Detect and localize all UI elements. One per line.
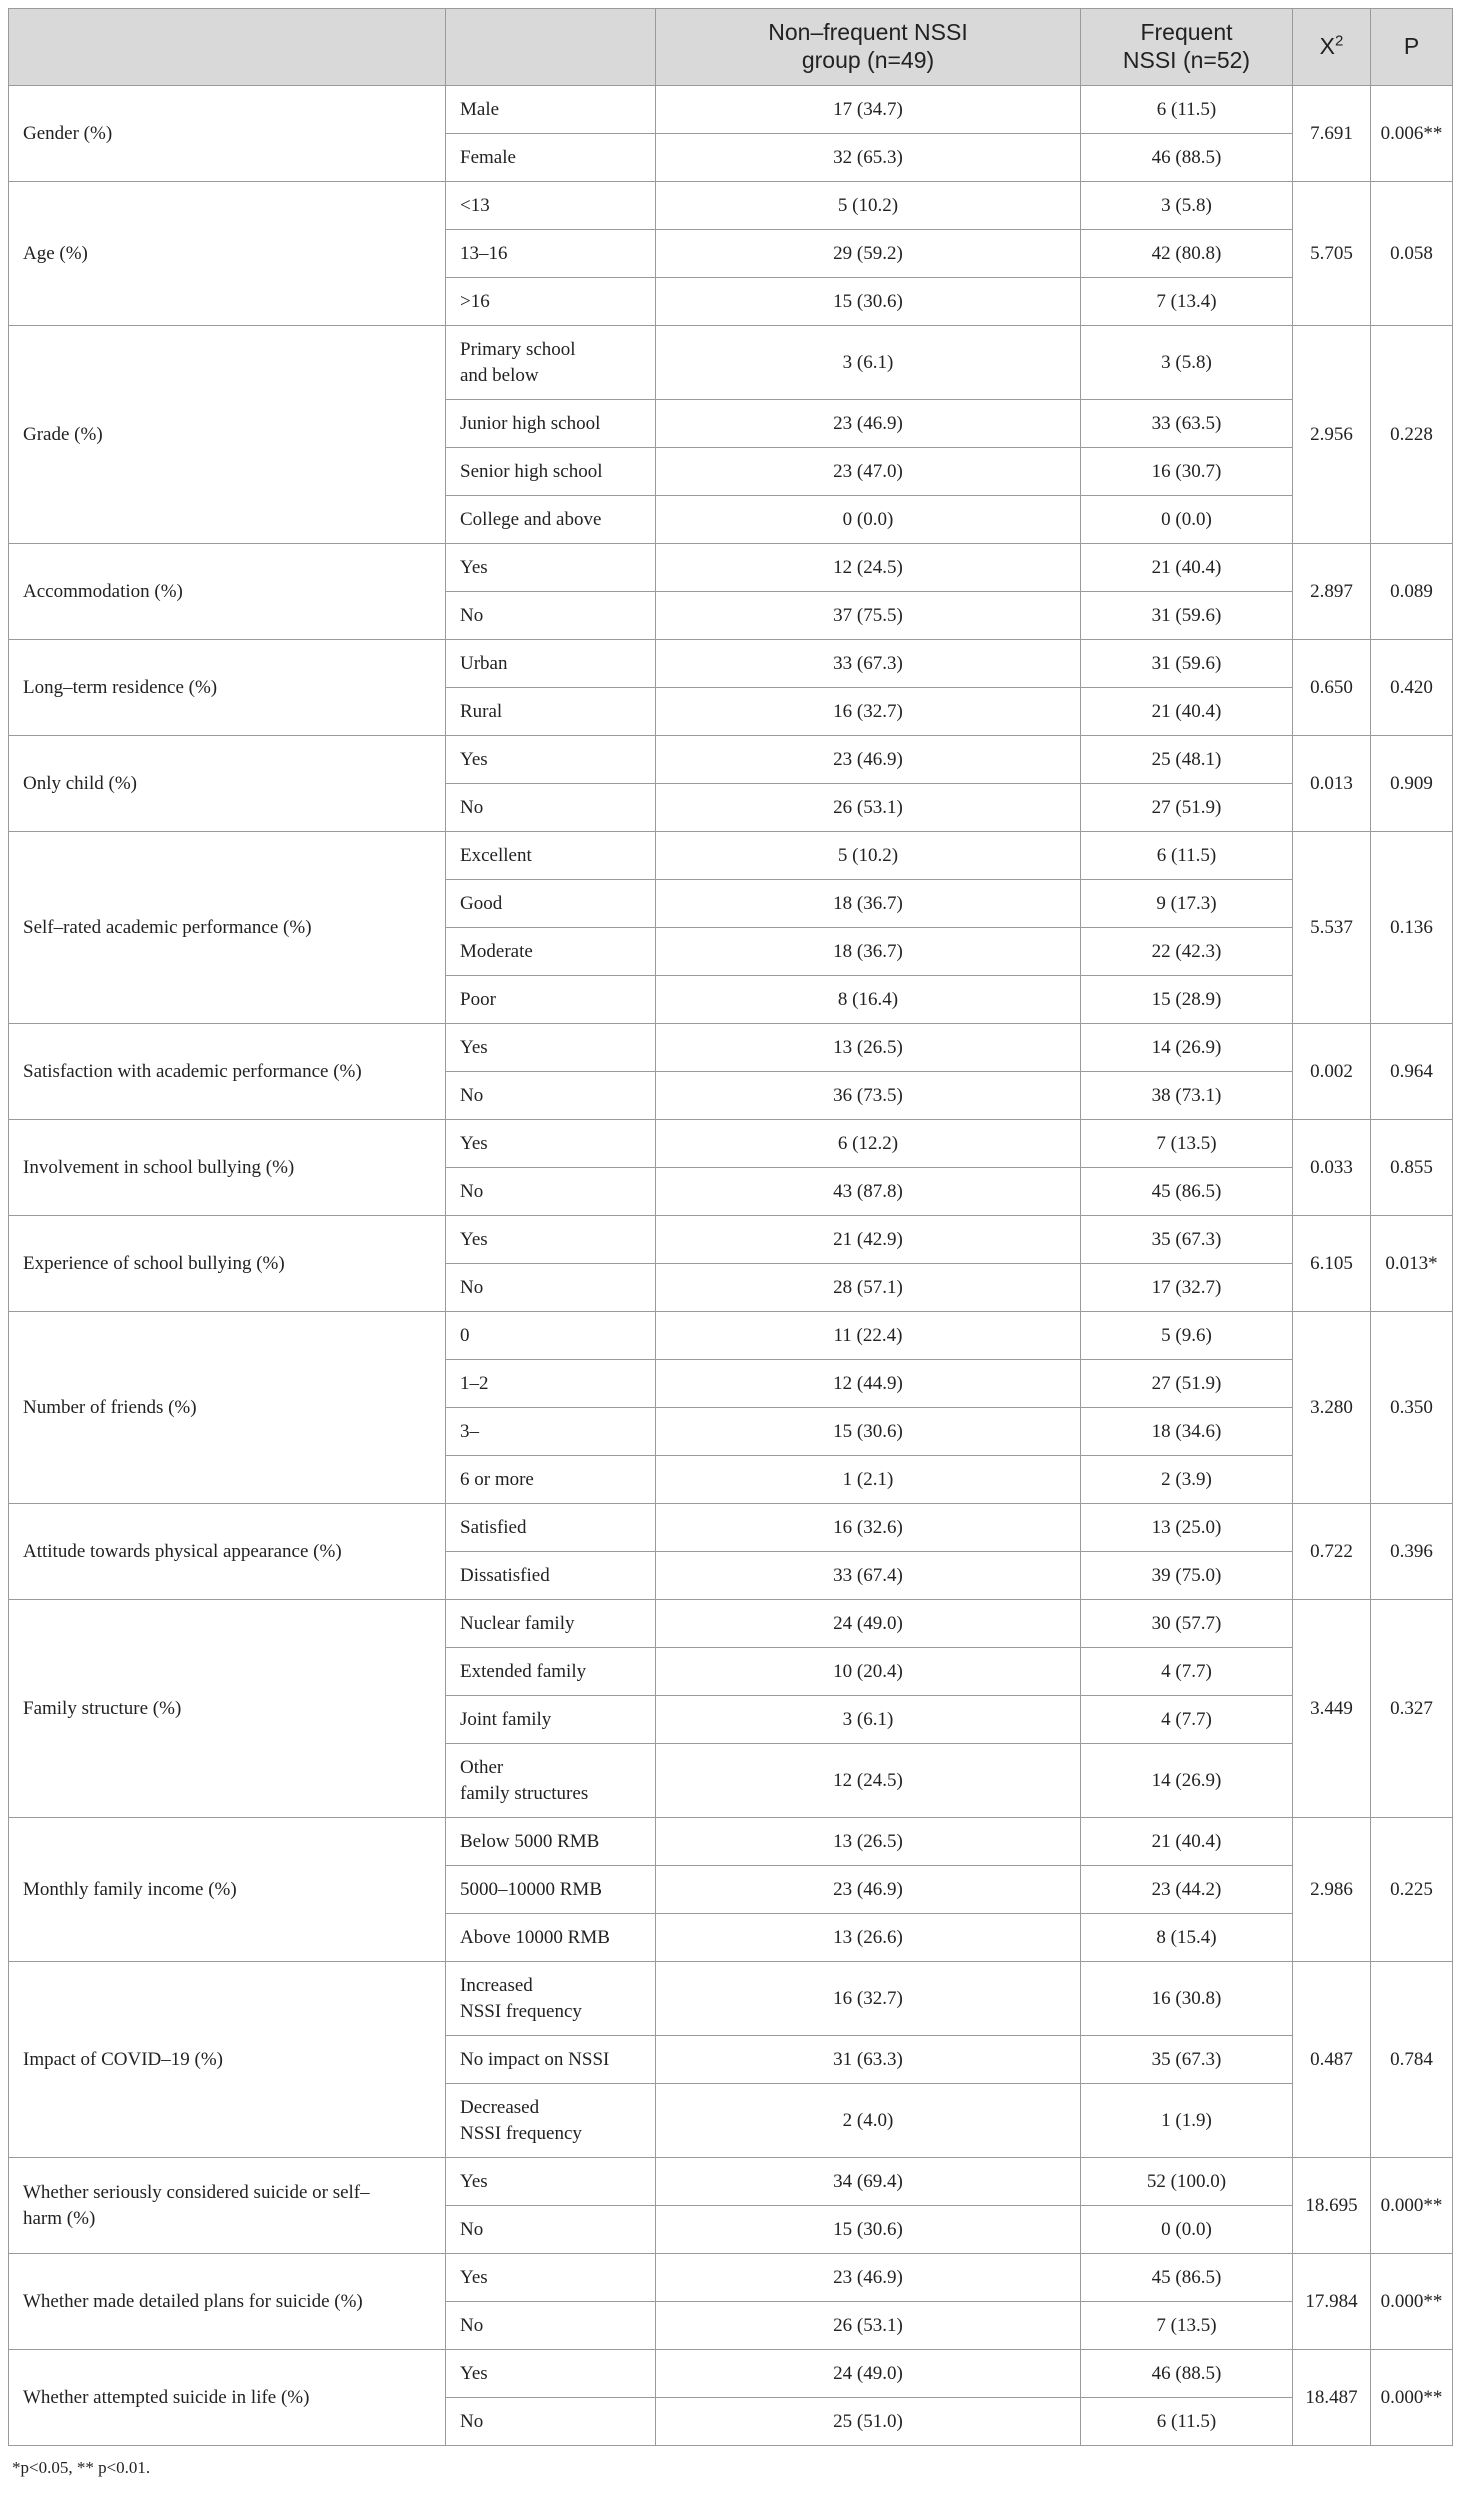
frequent-value: 2 (3.9) [1081, 1456, 1293, 1504]
non-frequent-value: 12 (24.5) [656, 544, 1081, 592]
non-frequent-value: 0 (0.0) [656, 496, 1081, 544]
frequent-value: 4 (7.7) [1081, 1648, 1293, 1696]
frequent-value: 13 (25.0) [1081, 1504, 1293, 1552]
table-row [9, 2350, 1453, 2398]
non-frequent-value: 2 (4.0) [656, 2084, 1081, 2158]
p-value: 0.058 [1371, 182, 1453, 326]
frequent-value: 52 (100.0) [1081, 2158, 1293, 2206]
option-label: >16 [446, 278, 656, 326]
variable-name: Gender (%) [9, 86, 446, 182]
non-frequent-value: 3 (6.1) [656, 326, 1081, 400]
variable-name: Impact of COVID–19 (%) [9, 1962, 446, 2158]
non-frequent-value: 6 (12.2) [656, 1120, 1081, 1168]
non-frequent-value: 34 (69.4) [656, 2158, 1081, 2206]
non-frequent-value: 28 (57.1) [656, 1264, 1081, 1312]
frequent-value: 0 (0.0) [1081, 496, 1293, 544]
frequent-value: 35 (67.3) [1081, 2036, 1293, 2084]
frequent-value: 6 (11.5) [1081, 2398, 1293, 2446]
frequent-value: 17 (32.7) [1081, 1264, 1293, 1312]
frequent-value: 8 (15.4) [1081, 1914, 1293, 1962]
non-frequent-value: 5 (10.2) [656, 832, 1081, 880]
chi-square-value: 18.695 [1293, 2158, 1371, 2254]
non-frequent-value: 13 (26.5) [656, 1818, 1081, 1866]
table-row [9, 1312, 1453, 1360]
option-label: Senior high school [446, 448, 656, 496]
table-row [9, 182, 1453, 230]
frequent-value: 30 (57.7) [1081, 1600, 1293, 1648]
non-frequent-value: 16 (32.6) [656, 1504, 1081, 1552]
chi-square-value: 0.650 [1293, 640, 1371, 736]
option-label: 1–2 [446, 1360, 656, 1408]
non-frequent-value: 18 (36.7) [656, 928, 1081, 976]
variable-name: Accommodation (%) [9, 544, 446, 640]
frequent-value: 21 (40.4) [1081, 544, 1293, 592]
chi-square-value: 0.722 [1293, 1504, 1371, 1600]
non-frequent-value: 13 (26.5) [656, 1024, 1081, 1072]
p-value: 0.909 [1371, 736, 1453, 832]
p-value: 0.327 [1371, 1600, 1453, 1818]
option-label: Poor [446, 976, 656, 1024]
p-value: 0.089 [1371, 544, 1453, 640]
table-body [9, 86, 1453, 2446]
non-frequent-value: 23 (46.9) [656, 1866, 1081, 1914]
chi-square-value: 0.487 [1293, 1962, 1371, 2158]
frequent-value: 22 (42.3) [1081, 928, 1293, 976]
non-frequent-value: 23 (46.9) [656, 736, 1081, 784]
option-label: Junior high school [446, 400, 656, 448]
variable-name: Age (%) [9, 182, 446, 326]
non-frequent-value: 36 (73.5) [656, 1072, 1081, 1120]
option-label: Increased NSSI frequency [446, 1962, 656, 2036]
option-label: Yes [446, 544, 656, 592]
chi-square-value: 0.033 [1293, 1120, 1371, 1216]
option-label: No [446, 2302, 656, 2350]
variable-name: Attitude towards physical appearance (%) [9, 1504, 446, 1600]
option-label: Decreased NSSI frequency [446, 2084, 656, 2158]
frequent-value: 0 (0.0) [1081, 2206, 1293, 2254]
chi-square-value: 2.897 [1293, 544, 1371, 640]
table-row [9, 1600, 1453, 1648]
option-label: Female [446, 134, 656, 182]
frequent-value: 18 (34.6) [1081, 1408, 1293, 1456]
chi-square-value: 17.984 [1293, 2254, 1371, 2350]
option-label: No [446, 592, 656, 640]
header-variable [9, 9, 446, 86]
non-frequent-value: 21 (42.9) [656, 1216, 1081, 1264]
chi-square-value: 0.013 [1293, 736, 1371, 832]
non-frequent-value: 31 (63.3) [656, 2036, 1081, 2084]
header-non-frequent-group: Non–frequent NSSI group (n=49) [656, 9, 1081, 86]
table-row [9, 1120, 1453, 1168]
non-frequent-value: 8 (16.4) [656, 976, 1081, 1024]
non-frequent-value: 23 (46.9) [656, 2254, 1081, 2302]
non-frequent-value: 33 (67.3) [656, 640, 1081, 688]
option-label: Satisfied [446, 1504, 656, 1552]
option-label: Dissatisfied [446, 1552, 656, 1600]
table-row [9, 326, 1453, 400]
frequent-value: 31 (59.6) [1081, 592, 1293, 640]
frequent-value: 42 (80.8) [1081, 230, 1293, 278]
option-label: Yes [446, 1216, 656, 1264]
option-label: Male [446, 86, 656, 134]
chi-symbol: X [1319, 33, 1335, 60]
option-label: 13–16 [446, 230, 656, 278]
non-frequent-value: 26 (53.1) [656, 784, 1081, 832]
header-chi-square [1293, 9, 1371, 86]
option-label: Extended family [446, 1648, 656, 1696]
non-frequent-value: 5 (10.2) [656, 182, 1081, 230]
chi-square-value: 0.002 [1293, 1024, 1371, 1120]
frequent-value: 45 (86.5) [1081, 2254, 1293, 2302]
variable-name: Family structure (%) [9, 1600, 446, 1818]
chi-square-value: 2.956 [1293, 326, 1371, 544]
table-row [9, 640, 1453, 688]
p-value: 0.420 [1371, 640, 1453, 736]
non-frequent-value: 25 (51.0) [656, 2398, 1081, 2446]
table-footnote: *p<0.05, ** p<0.01. [12, 2458, 151, 2477]
non-frequent-value: 16 (32.7) [656, 1962, 1081, 2036]
p-value: 0.000** [1371, 2350, 1453, 2446]
frequent-value: 45 (86.5) [1081, 1168, 1293, 1216]
option-label: 3– [446, 1408, 656, 1456]
frequent-value: 27 (51.9) [1081, 784, 1293, 832]
option-label: Yes [446, 1024, 656, 1072]
table-row [9, 544, 1453, 592]
non-frequent-value: 23 (47.0) [656, 448, 1081, 496]
non-frequent-value: 17 (34.7) [656, 86, 1081, 134]
p-value: 0.396 [1371, 1504, 1453, 1600]
frequent-value: 9 (17.3) [1081, 880, 1293, 928]
frequent-value: 16 (30.7) [1081, 448, 1293, 496]
variable-name: Whether made detailed plans for suicide (%) [9, 2254, 446, 2350]
non-frequent-value: 37 (75.5) [656, 592, 1081, 640]
frequent-value: 6 (11.5) [1081, 86, 1293, 134]
variable-name: Experience of school bullying (%) [9, 1216, 446, 1312]
option-label: Other family structures [446, 1744, 656, 1818]
p-value: 0.225 [1371, 1818, 1453, 1962]
variable-name: Only child (%) [9, 736, 446, 832]
frequent-value: 4 (7.7) [1081, 1696, 1293, 1744]
variable-name: Monthly family income (%) [9, 1818, 446, 1962]
table-row [9, 1818, 1453, 1866]
frequent-value: 25 (48.1) [1081, 736, 1293, 784]
option-label: No [446, 1072, 656, 1120]
non-frequent-value: 11 (22.4) [656, 1312, 1081, 1360]
header-p-value: P [1371, 9, 1453, 86]
option-label: Primary school and below [446, 326, 656, 400]
frequent-value: 7 (13.5) [1081, 1120, 1293, 1168]
option-label: Rural [446, 688, 656, 736]
header-option [446, 9, 656, 86]
option-label: No impact on NSSI [446, 2036, 656, 2084]
non-frequent-value: 13 (26.6) [656, 1914, 1081, 1962]
non-frequent-value: 24 (49.0) [656, 1600, 1081, 1648]
frequent-value: 46 (88.5) [1081, 2350, 1293, 2398]
option-label: No [446, 784, 656, 832]
non-frequent-value: 12 (44.9) [656, 1360, 1081, 1408]
chi-square-value: 18.487 [1293, 2350, 1371, 2446]
non-frequent-value: 43 (87.8) [656, 1168, 1081, 1216]
frequent-value: 21 (40.4) [1081, 1818, 1293, 1866]
p-value: 0.136 [1371, 832, 1453, 1024]
frequent-value: 5 (9.6) [1081, 1312, 1293, 1360]
frequent-value: 33 (63.5) [1081, 400, 1293, 448]
variable-name: Number of friends (%) [9, 1312, 446, 1504]
table-row [9, 86, 1453, 134]
option-label: Below 5000 RMB [446, 1818, 656, 1866]
p-value: 0.964 [1371, 1024, 1453, 1120]
non-frequent-value: 15 (30.6) [656, 2206, 1081, 2254]
option-label: No [446, 2398, 656, 2446]
chi-square-value: 3.280 [1293, 1312, 1371, 1504]
chi-square-value: 2.986 [1293, 1818, 1371, 1962]
p-value: 0.784 [1371, 1962, 1453, 2158]
option-label: Excellent [446, 832, 656, 880]
variable-name: Self–rated academic performance (%) [9, 832, 446, 1024]
frequent-value: 7 (13.5) [1081, 2302, 1293, 2350]
option-label: No [446, 2206, 656, 2254]
table-row [9, 1024, 1453, 1072]
non-frequent-value: 29 (59.2) [656, 230, 1081, 278]
table-row [9, 1504, 1453, 1552]
non-frequent-value: 33 (67.4) [656, 1552, 1081, 1600]
frequent-value: 38 (73.1) [1081, 1072, 1293, 1120]
option-label: Yes [446, 2350, 656, 2398]
table-row [9, 736, 1453, 784]
chi-square-value: 6.105 [1293, 1216, 1371, 1312]
frequent-value: 7 (13.4) [1081, 278, 1293, 326]
option-label: No [446, 1168, 656, 1216]
frequent-value: 39 (75.0) [1081, 1552, 1293, 1600]
option-label: Good [446, 880, 656, 928]
chi-square-value: 5.705 [1293, 182, 1371, 326]
frequent-value: 27 (51.9) [1081, 1360, 1293, 1408]
frequent-value: 3 (5.8) [1081, 326, 1293, 400]
header-row [9, 9, 1453, 86]
table-row [9, 2254, 1453, 2302]
table-row [9, 2158, 1453, 2206]
p-value: 0.000** [1371, 2158, 1453, 2254]
option-label: Joint family [446, 1696, 656, 1744]
chi-square-value: 5.537 [1293, 832, 1371, 1024]
option-label: Yes [446, 2254, 656, 2302]
frequent-value: 14 (26.9) [1081, 1744, 1293, 1818]
option-label: No [446, 1264, 656, 1312]
frequent-value: 31 (59.6) [1081, 640, 1293, 688]
frequent-value: 21 (40.4) [1081, 688, 1293, 736]
table-row [9, 1962, 1453, 2036]
option-label: 6 or more [446, 1456, 656, 1504]
option-label: 0 [446, 1312, 656, 1360]
chi-square-value: 7.691 [1293, 86, 1371, 182]
option-label: Yes [446, 1120, 656, 1168]
header-frequent-group: Frequent NSSI (n=52) [1081, 9, 1293, 86]
option-label: Urban [446, 640, 656, 688]
p-value: 0.855 [1371, 1120, 1453, 1216]
frequent-value: 23 (44.2) [1081, 1866, 1293, 1914]
p-value: 0.350 [1371, 1312, 1453, 1504]
p-value: 0.000** [1371, 2254, 1453, 2350]
frequent-value: 16 (30.8) [1081, 1962, 1293, 2036]
option-label: Above 10000 RMB [446, 1914, 656, 1962]
non-frequent-value: 12 (24.5) [656, 1744, 1081, 1818]
table-row [9, 1216, 1453, 1264]
option-label: Yes [446, 2158, 656, 2206]
non-frequent-value: 18 (36.7) [656, 880, 1081, 928]
frequent-value: 1 (1.9) [1081, 2084, 1293, 2158]
nssi-comparison-table [8, 8, 1453, 2446]
variable-name: Whether attempted suicide in life (%) [9, 2350, 446, 2446]
option-label: 5000–10000 RMB [446, 1866, 656, 1914]
variable-name: Grade (%) [9, 326, 446, 544]
option-label: Moderate [446, 928, 656, 976]
option-label: Nuclear family [446, 1600, 656, 1648]
table-row [9, 832, 1453, 880]
variable-name: Long–term residence (%) [9, 640, 446, 736]
chi-square-value: 3.449 [1293, 1600, 1371, 1818]
option-label: <13 [446, 182, 656, 230]
non-frequent-value: 16 (32.7) [656, 688, 1081, 736]
non-frequent-value: 15 (30.6) [656, 278, 1081, 326]
frequent-value: 35 (67.3) [1081, 1216, 1293, 1264]
p-value: 0.006** [1371, 86, 1453, 182]
variable-name: Involvement in school bullying (%) [9, 1120, 446, 1216]
frequent-value: 15 (28.9) [1081, 976, 1293, 1024]
variable-name: Satisfaction with academic performance (%) [9, 1024, 446, 1120]
frequent-value: 6 (11.5) [1081, 832, 1293, 880]
option-label: Yes [446, 736, 656, 784]
non-frequent-value: 10 (20.4) [656, 1648, 1081, 1696]
non-frequent-value: 3 (6.1) [656, 1696, 1081, 1744]
non-frequent-value: 32 (65.3) [656, 134, 1081, 182]
non-frequent-value: 1 (2.1) [656, 1456, 1081, 1504]
table-header [9, 9, 1453, 86]
table-container [8, 8, 1452, 2478]
p-value: 0.013* [1371, 1216, 1453, 1312]
non-frequent-value: 26 (53.1) [656, 2302, 1081, 2350]
frequent-value: 3 (5.8) [1081, 182, 1293, 230]
variable-name: Whether seriously considered suicide or self– harm (%) [9, 2158, 446, 2254]
non-frequent-value: 23 (46.9) [656, 400, 1081, 448]
p-value: 0.228 [1371, 326, 1453, 544]
chi-superscript: 2 [1335, 32, 1344, 50]
frequent-value: 14 (26.9) [1081, 1024, 1293, 1072]
non-frequent-value: 15 (30.6) [656, 1408, 1081, 1456]
option-label: College and above [446, 496, 656, 544]
non-frequent-value: 24 (49.0) [656, 2350, 1081, 2398]
frequent-value: 46 (88.5) [1081, 134, 1293, 182]
